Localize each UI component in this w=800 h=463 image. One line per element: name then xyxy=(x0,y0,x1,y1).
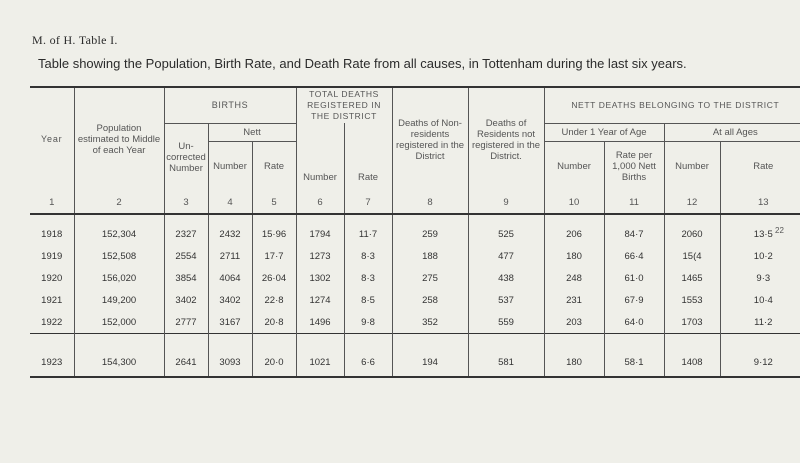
header-nett-number: Number xyxy=(208,141,252,191)
table-cell: 17·7 xyxy=(252,245,296,267)
table-cell: 2327 xyxy=(164,223,208,245)
page-number: 22 xyxy=(775,226,784,235)
table-cell: 9·8 xyxy=(344,311,392,334)
table-cell: 8·5 xyxy=(344,289,392,311)
table-cell: 477 xyxy=(468,245,544,267)
table-row xyxy=(30,311,800,334)
header-total-number: Number xyxy=(296,123,344,191)
table-cell: 1920 xyxy=(41,272,63,284)
table-cell: 1273 xyxy=(296,245,344,267)
table-cell: 203 xyxy=(544,311,604,334)
column-number: 8 xyxy=(392,191,468,214)
table-cell: 66·4 xyxy=(604,245,664,267)
header-nett: Nett xyxy=(208,123,296,141)
table-cell: 1408 xyxy=(664,348,720,377)
table-cell: 58·1 xyxy=(604,348,664,377)
table-cell: 2777 xyxy=(164,311,208,334)
table-cell: 188 xyxy=(392,245,468,267)
statistics-table xyxy=(30,86,800,378)
table-row xyxy=(30,223,800,245)
table-cell: 8·3 xyxy=(344,245,392,267)
header-under1-rate: Rate per 1,000 Nett Births xyxy=(604,141,664,191)
table-cell: 1921 xyxy=(41,294,63,306)
table-cell: 180 xyxy=(544,245,604,267)
table-row xyxy=(30,267,800,289)
table-cell: 11·2 xyxy=(720,311,800,334)
table-cell: 152,000 xyxy=(74,311,164,334)
table-cell: 2554 xyxy=(164,245,208,267)
table-cell: 13·5 xyxy=(720,223,800,245)
table-cell: 1923 xyxy=(30,348,74,377)
table-cell: 258 xyxy=(392,289,468,311)
table-cell: 156,020 xyxy=(74,267,164,289)
table-cell: 15(4 xyxy=(664,245,720,267)
table-cell: 3402 xyxy=(164,289,208,311)
table-cell: 26·04 xyxy=(252,267,296,289)
table-cell: 67·9 xyxy=(604,289,664,311)
column-number: 6 xyxy=(296,191,344,214)
table-cell: 152,304 xyxy=(74,223,164,245)
column-number: 1 xyxy=(30,191,74,214)
header-non-residents: Deaths of Non-residents registered in the District xyxy=(392,87,468,191)
table-cell: 9·3 xyxy=(720,267,800,289)
table-cell: 438 xyxy=(468,267,544,289)
table-cell: 1553 xyxy=(664,289,720,311)
header-nett-deaths: NETT DEATHS BELONGING TO THE DISTRICT xyxy=(544,87,800,123)
table-cell: 231 xyxy=(544,289,604,311)
header-residents: Deaths of Residents not registered in the District. xyxy=(468,87,544,191)
table-cell: 1021 xyxy=(296,348,344,377)
table-row xyxy=(30,348,800,377)
header-allages-rate: Rate xyxy=(720,141,800,191)
header-nett-rate: Rate xyxy=(252,141,296,191)
table-cell: 20·0 xyxy=(252,348,296,377)
table-cell: 64·0 xyxy=(604,311,664,334)
column-number: 12 xyxy=(664,191,720,214)
table-cell: 2432 xyxy=(208,223,252,245)
header-under1-number: Number xyxy=(544,141,604,191)
table-cell: 61·0 xyxy=(604,267,664,289)
table-cell: 206 xyxy=(544,223,604,245)
column-number: 11 xyxy=(604,191,664,214)
table-cell: 152,508 xyxy=(74,245,164,267)
table-cell: 1703 xyxy=(664,311,720,334)
table-cell: 11·7 xyxy=(344,223,392,245)
table-cell: 525 xyxy=(468,223,544,245)
table-cell: 3854 xyxy=(164,267,208,289)
table-cell: 1919 xyxy=(41,250,63,262)
table-cell: 275 xyxy=(392,267,468,289)
table-cell: 1274 xyxy=(296,289,344,311)
column-number: 5 xyxy=(252,191,296,214)
table-cell: 22·8 xyxy=(252,289,296,311)
column-number: 10 xyxy=(544,191,604,214)
table-cell: 3402 xyxy=(208,289,252,311)
table-cell: 154,300 xyxy=(74,348,164,377)
table-cell: 194 xyxy=(392,348,468,377)
table-cell: 20·8 xyxy=(252,311,296,334)
table-cell: 581 xyxy=(468,348,544,377)
column-number: 7 xyxy=(344,191,392,214)
table-cell: 4064 xyxy=(208,267,252,289)
table-cell: 10·4 xyxy=(720,289,800,311)
table-cell: 1922 xyxy=(41,316,63,328)
column-number: 2 xyxy=(74,191,164,214)
header-under1: Under 1 Year of Age xyxy=(544,123,664,141)
table-cell: 1465 xyxy=(664,267,720,289)
header-total-deaths: TOTAL DEATHS REGISTERED IN THE DISTRICT xyxy=(296,87,392,123)
table-cell: 84·7 xyxy=(604,223,664,245)
table-cell: 259 xyxy=(392,223,468,245)
table-row xyxy=(30,289,800,311)
header-allages-number: Number xyxy=(664,141,720,191)
table-cell: 3093 xyxy=(208,348,252,377)
header-uncorrected: Un-corrected Number xyxy=(164,123,208,191)
table-cell: 537 xyxy=(468,289,544,311)
table-cell: 2641 xyxy=(164,348,208,377)
column-number: 3 xyxy=(164,191,208,214)
table-cell: 1302 xyxy=(296,267,344,289)
table-cell: 352 xyxy=(392,311,468,334)
header-total-rate: Rate xyxy=(344,123,392,191)
table-cell: 8·3 xyxy=(344,267,392,289)
table-cell: 10·2 xyxy=(720,245,800,267)
table-cell: 1794 xyxy=(296,223,344,245)
column-number: 4 xyxy=(208,191,252,214)
table-cell: 6·6 xyxy=(344,348,392,377)
table-cell: 3167 xyxy=(208,311,252,334)
column-number: 9 xyxy=(468,191,544,214)
table-row xyxy=(30,245,800,267)
table-cell: 149,200 xyxy=(74,289,164,311)
column-number: 13 xyxy=(720,191,800,214)
table-cell: 2711 xyxy=(208,245,252,267)
table-reference-label: M. of H. Table I. xyxy=(32,33,118,47)
table-cell: 248 xyxy=(544,267,604,289)
table-cell: 1496 xyxy=(296,311,344,334)
table-cell: 15·96 xyxy=(252,223,296,245)
table-cell: 559 xyxy=(468,311,544,334)
table-caption: Table showing the Population, Birth Rate, and Death Rate from all causes, in Tottenham during the last six years. xyxy=(38,56,687,71)
header-population: Population estimated to Middle of each Year xyxy=(74,87,164,191)
table-cell: 1918 xyxy=(41,228,63,240)
header-births: BIRTHS xyxy=(164,87,296,123)
table-cell: 180 xyxy=(544,348,604,377)
table-cell: 9·12 xyxy=(720,348,800,377)
header-all-ages: At all Ages xyxy=(664,123,800,141)
table-cell: 2060 xyxy=(664,223,720,245)
header-year: Year xyxy=(30,87,74,191)
